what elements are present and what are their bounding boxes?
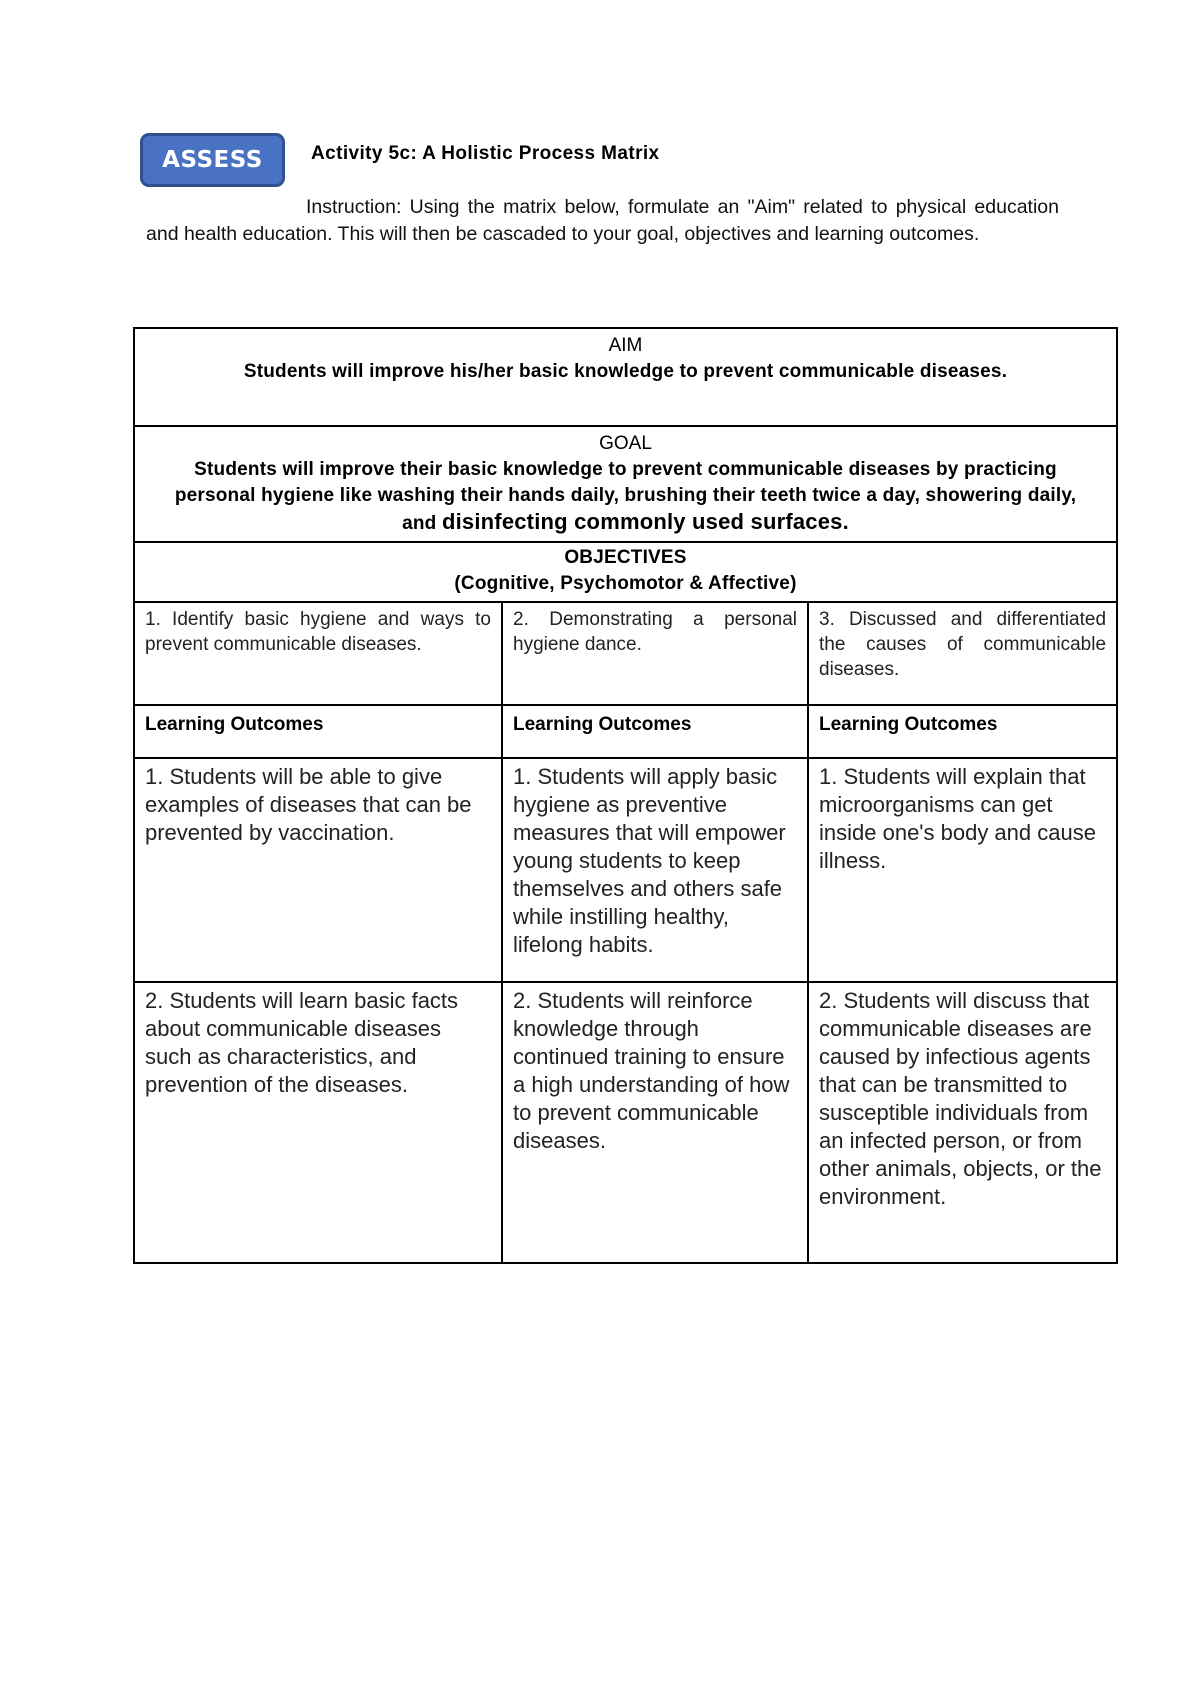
objective-1: 1. Identify basic hygiene and ways to prevent communicable diseases. [134, 602, 502, 705]
objectives-header-row [134, 542, 1117, 602]
learning-outcomes-header-2: Learning Outcomes [502, 705, 808, 758]
objectives-row [134, 602, 1117, 705]
learning-outcomes-row-2 [134, 982, 1117, 1263]
aim-row [134, 328, 1117, 426]
learning-outcome-cell: 2. Students will reinforce knowledge through continued training to ensure a high understanding of how to prevent communicable diseases. [502, 982, 808, 1263]
learning-outcome-cell: 2. Students will discuss that communicable diseases are caused by infectious agents that can be transmitted to susceptible individuals from an infected person, or from other animals, objects, or the environment. [808, 982, 1117, 1263]
learning-outcomes-header-1: Learning Outcomes [134, 705, 502, 758]
goal-cell [134, 426, 1117, 542]
goal-heading: GOAL [599, 433, 652, 454]
goal-text-emphasis: disinfecting commonly used surfaces. [441, 509, 849, 534]
objective-2: 2. Demonstrating a personal hygiene dance. [502, 602, 808, 705]
learning-outcomes-header-3: Learning Outcomes [808, 705, 1117, 758]
learning-outcome-cell: 1. Students will apply basic hygiene as preventive measures that will empower young students to keep themselves and others safe while instilling healthy, lifelong habits. [502, 758, 808, 982]
holistic-process-matrix [133, 327, 1118, 1264]
aim-heading: AIM [608, 335, 643, 356]
objectives-heading: OBJECTIVES [564, 547, 687, 568]
learning-outcomes-header-row [134, 705, 1117, 758]
objectives-subheading: (Cognitive, Psychomotor & Affective) [454, 573, 797, 594]
objectives-header-cell [134, 542, 1117, 602]
learning-outcome-cell: 2. Students will learn basic facts about communicable diseases such as characteristics, and prevention of the diseases. [134, 982, 502, 1263]
goal-row [134, 426, 1117, 542]
assess-badge: ASSESS [140, 133, 285, 187]
aim-text: Students will improve his/her basic knowledge to prevent communicable diseases. [243, 361, 1008, 382]
goal-text-main: Students will improve their basic knowledge to prevent communicable diseases by practicing personal hygiene like washing their hands daily, brushing their teeth twice a day, showering daily, and [174, 459, 1077, 534]
objective-3: 3. Discussed and differentiated the causes of communicable diseases. [808, 602, 1117, 705]
activity-title: Activity 5c: A Holistic Process Matrix [311, 143, 660, 164]
instruction-text: Instruction: Using the matrix below, formulate an "Aim" related to physical education and health education. This will then be cascaded to your goal, objectives and learning outcomes. [146, 196, 1059, 245]
learning-outcome-cell: 1. Students will be able to give examples of diseases that can be prevented by vaccination. [134, 758, 502, 982]
learning-outcomes-row-1 [134, 758, 1117, 982]
learning-outcome-cell: 1. Students will explain that microorganisms can get inside one's body and cause illness. [808, 758, 1117, 982]
goal-text [159, 457, 1092, 537]
aim-cell [134, 328, 1117, 426]
